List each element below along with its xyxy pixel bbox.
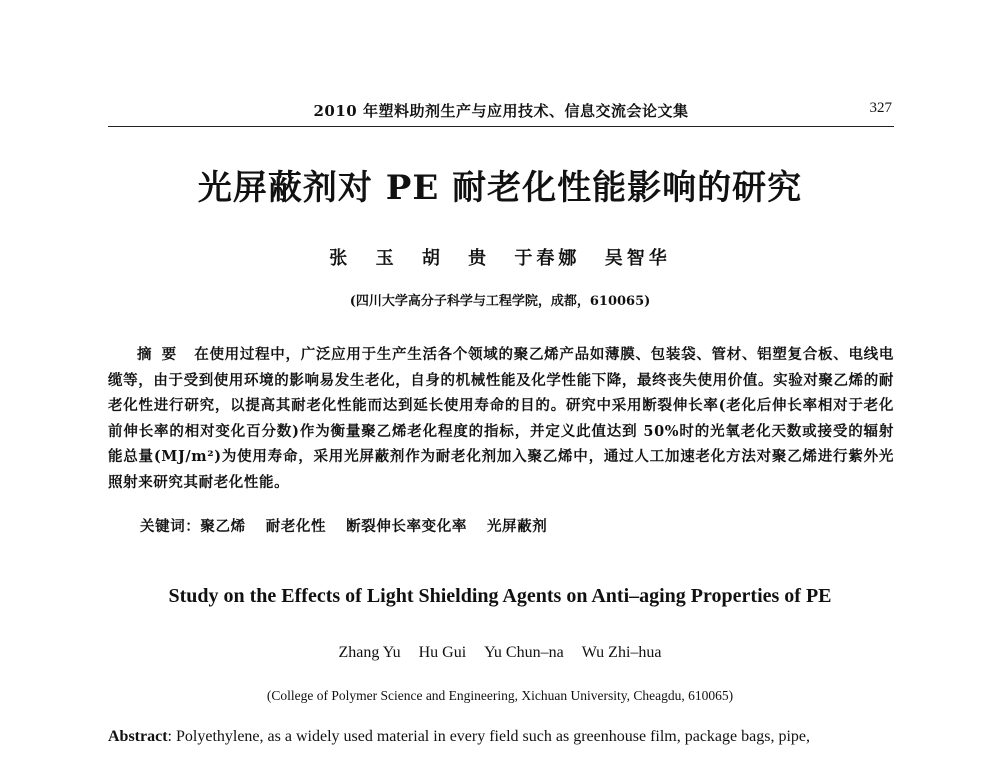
author-en-3: Yu Chun–na bbox=[484, 644, 564, 661]
keywords-label: 关键词： bbox=[140, 518, 201, 535]
abstract-english bbox=[108, 728, 894, 746]
title-chinese: 光屏蔽剂对 PE 耐老化性能影响的研究 bbox=[197, 168, 803, 208]
keyword-2: 耐老化性 bbox=[265, 518, 327, 535]
abstract-chinese bbox=[108, 342, 894, 496]
authors-chinese bbox=[0, 244, 1000, 270]
title-english: Study on the Effects of Light Shielding Agents on Anti–aging Properties of PE bbox=[168, 585, 832, 607]
author-cn-3: 于春娜 bbox=[514, 248, 581, 269]
keyword-4: 光屏蔽剂 bbox=[486, 518, 548, 535]
author-en-2: Hu Gui bbox=[418, 644, 467, 661]
abstract-en-text: : Polyethylene, as a widely used material in every field such as greenhouse film, package bags, pipe, bbox=[167, 728, 811, 745]
keyword-1: 聚乙烯 bbox=[200, 518, 246, 535]
page-number: 327 bbox=[869, 100, 892, 116]
running-header bbox=[108, 98, 894, 124]
author-cn-2: 胡 贵 bbox=[421, 248, 491, 269]
authors-english bbox=[0, 644, 1000, 662]
running-header-title: 2010 年塑料助剂生产与应用技术、信息交流会论文集 bbox=[313, 102, 689, 120]
abstract-cn-label: 摘要 bbox=[137, 346, 187, 363]
header-rule bbox=[108, 126, 894, 127]
author-en-4: Wu Zhi–hua bbox=[581, 644, 662, 661]
author-en-1: Zhang Yu bbox=[338, 644, 401, 661]
affiliation-chinese: (四川大学高分子科学与工程学院，成都，610065) bbox=[349, 294, 651, 309]
author-cn-1: 张 玉 bbox=[329, 248, 398, 269]
author-cn-4: 吴智华 bbox=[604, 248, 671, 269]
keyword-3: 断裂伸长率变化率 bbox=[346, 518, 467, 535]
affiliation-english: (College of Polymer Science and Engineering, Xichuan University, Cheagdu, 610065) bbox=[266, 688, 734, 703]
keywords-chinese bbox=[140, 515, 894, 536]
abstract-en-label: Abstract bbox=[108, 728, 168, 745]
abstract-cn-text: 在使用过程中，广泛应用于生产生活各个领域的聚乙烯产品如薄膜、包装袋、管材、铝塑复合板、电线电缆等，由于受到使用环境的影响易发生老化，自身的机械性能及化学性能下降，最终丧失使用价值。实验对聚乙烯的耐老化性进行研究，以提高其耐老化性能而达到延长使用寿命的目的。研究中采用断裂伸长率(老化后伸长率相对于老化前伸长率的相对变化百分数)作为衡量聚乙烯老化程度的指标，并定义此值达到 50%时的光氧老化天数或接受的辐射能总量(MJ/m²)为使用寿命，采用光屏蔽剂作为耐老化剂加入聚乙烯中，通过人工加速老化方法对聚乙烯进行紫外光照射来研究其耐老化性能。 bbox=[108, 346, 894, 491]
